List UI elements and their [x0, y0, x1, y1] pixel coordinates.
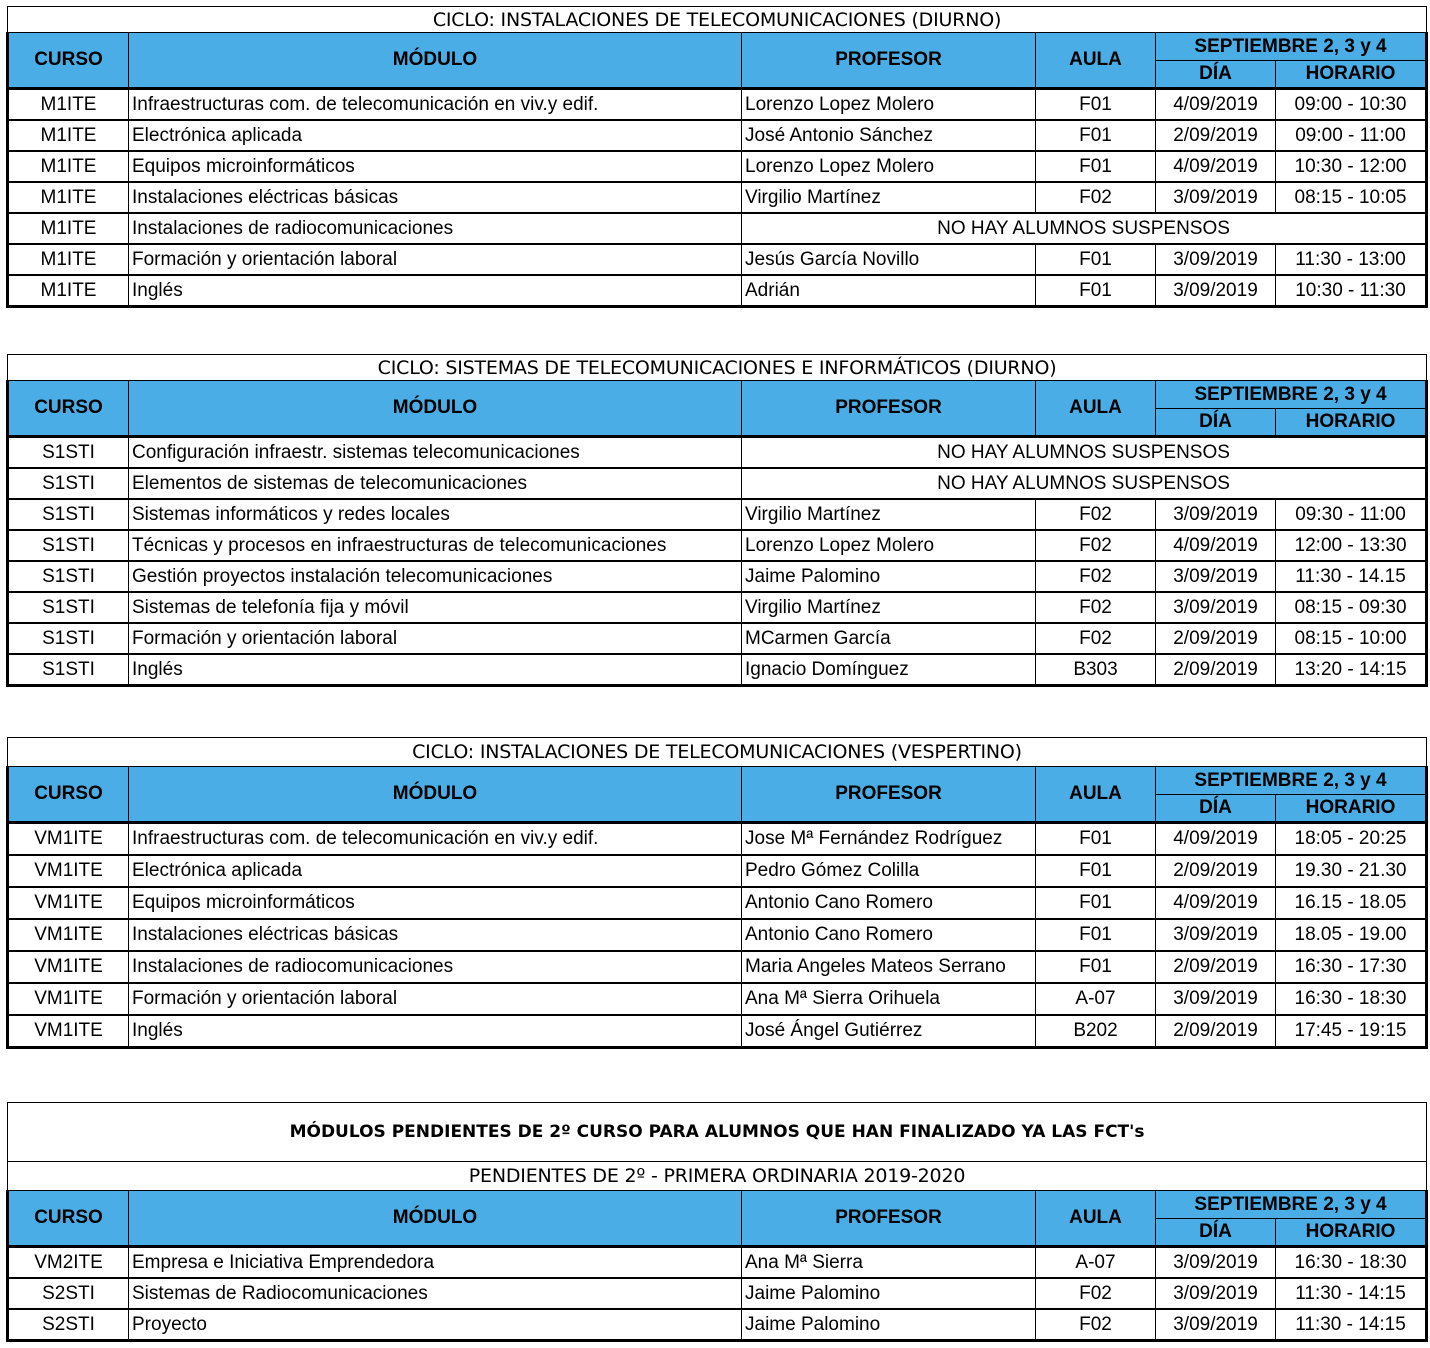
cell-dia: 4/09/2019 [1156, 823, 1276, 856]
cell-modulo: Electrónica aplicada [129, 120, 742, 151]
cell-profesor: Adrián [742, 275, 1036, 307]
cell-horario: 16.15 - 18.05 [1276, 887, 1427, 919]
cell-profesor: Ana Mª Sierra [742, 1247, 1036, 1279]
header-modulo: MÓDULO [129, 1191, 742, 1247]
header-aula: AULA [1036, 33, 1156, 89]
header-curso: CURSO [8, 767, 129, 823]
table-row [8, 244, 1427, 275]
cell-profesor: Lorenzo Lopez Molero [742, 89, 1036, 121]
cell-aula: F01 [1036, 919, 1156, 951]
header-modulo: MÓDULO [129, 381, 742, 437]
header-horario: HORARIO [1276, 409, 1427, 437]
cell-curso: M1ITE [8, 213, 129, 244]
cell-dia: 2/09/2019 [1156, 623, 1276, 654]
cell-profesor: José Antonio Sánchez [742, 120, 1036, 151]
cell-dia: 2/09/2019 [1156, 1015, 1276, 1048]
cell-aula: F01 [1036, 887, 1156, 919]
header-aula: AULA [1036, 1191, 1156, 1247]
cell-aula: F01 [1036, 951, 1156, 983]
cell-horario: 08:15 - 10:00 [1276, 623, 1427, 654]
cell-modulo: Inglés [129, 654, 742, 686]
cell-modulo: Formación y orientación laboral [129, 244, 742, 275]
table-row [8, 561, 1427, 592]
cell-curso: S2STI [8, 1309, 129, 1341]
cell-modulo: Elementos de sistemas de telecomunicaciones [129, 468, 742, 499]
table-row [8, 182, 1427, 213]
cell-horario: 11:30 - 14:15 [1276, 1309, 1427, 1341]
section-title: CICLO: INSTALACIONES DE TELECOMUNICACIONES (VESPERTINO) [8, 738, 1427, 767]
cell-modulo: Instalaciones de radiocomunicaciones [129, 951, 742, 983]
cell-curso: VM1ITE [8, 951, 129, 983]
header-horario: HORARIO [1276, 1219, 1427, 1247]
cell-curso: S1STI [8, 654, 129, 686]
cell-profesor: Jaime Palomino [742, 1309, 1036, 1341]
header-profesor: PROFESOR [742, 1191, 1036, 1247]
cell-dia: 2/09/2019 [1156, 654, 1276, 686]
cell-horario: 09:30 - 11:00 [1276, 499, 1427, 530]
cell-curso: M1ITE [8, 275, 129, 307]
header-modulo: MÓDULO [129, 33, 742, 89]
cell-curso: VM1ITE [8, 919, 129, 951]
cell-horario: 11:30 - 14.15 [1276, 561, 1427, 592]
header-group-septiembre: SEPTIEMBRE 2, 3 y 4 [1156, 1191, 1427, 1219]
cell-profesor: MCarmen García [742, 623, 1036, 654]
cell-curso: S1STI [8, 437, 129, 469]
table-row [8, 275, 1427, 307]
cell-aula: F02 [1036, 592, 1156, 623]
table-row [8, 823, 1427, 856]
cell-aula: F01 [1036, 120, 1156, 151]
cell-dia: 3/09/2019 [1156, 182, 1276, 213]
cell-curso: S1STI [8, 561, 129, 592]
cell-aula: F02 [1036, 1278, 1156, 1309]
cell-profesor: Jaime Palomino [742, 561, 1036, 592]
cell-curso: VM1ITE [8, 855, 129, 887]
header-profesor: PROFESOR [742, 381, 1036, 437]
header-dia: DÍA [1156, 1219, 1276, 1247]
cell-dia: 3/09/2019 [1156, 1247, 1276, 1279]
cell-modulo: Gestión proyectos instalación telecomunicaciones [129, 561, 742, 592]
cell-horario: 10:30 - 11:30 [1276, 275, 1427, 307]
cell-curso: S1STI [8, 530, 129, 561]
cell-curso: M1ITE [8, 120, 129, 151]
cell-modulo: Sistemas informáticos y redes locales [129, 499, 742, 530]
header-aula: AULA [1036, 767, 1156, 823]
schedule-table [6, 1102, 1428, 1342]
header-group-septiembre: SEPTIEMBRE 2, 3 y 4 [1156, 381, 1427, 409]
cell-modulo: Empresa e Iniciativa Emprendedora [129, 1247, 742, 1279]
table-row [8, 468, 1427, 499]
cell-modulo: Formación y orientación laboral [129, 623, 742, 654]
cell-horario: 13:20 - 14:15 [1276, 654, 1427, 686]
table-row [8, 983, 1427, 1015]
table-row [8, 151, 1427, 182]
cell-horario: 16:30 - 17:30 [1276, 951, 1427, 983]
header-profesor: PROFESOR [742, 767, 1036, 823]
table-row [8, 592, 1427, 623]
table-row [8, 120, 1427, 151]
cell-modulo: Infraestructuras com. de telecomunicación en viv.y edif. [129, 823, 742, 856]
cell-aula: F01 [1036, 275, 1156, 307]
cell-aula: F01 [1036, 151, 1156, 182]
cell-curso: VM2ITE [8, 1247, 129, 1279]
cell-note: NO HAY ALUMNOS SUSPENSOS [742, 468, 1427, 499]
cell-dia: 3/09/2019 [1156, 983, 1276, 1015]
cell-profesor: Antonio Cano Romero [742, 887, 1036, 919]
cell-aula: F01 [1036, 855, 1156, 887]
cell-curso: M1ITE [8, 244, 129, 275]
header-group-septiembre: SEPTIEMBRE 2, 3 y 4 [1156, 33, 1427, 61]
cell-profesor: Pedro Gómez Colilla [742, 855, 1036, 887]
table-row [8, 623, 1427, 654]
cell-modulo: Inglés [129, 275, 742, 307]
cell-profesor: Lorenzo Lopez Molero [742, 151, 1036, 182]
cell-curso: M1ITE [8, 182, 129, 213]
section-4 [6, 1102, 1425, 1342]
cell-note: NO HAY ALUMNOS SUSPENSOS [742, 213, 1427, 244]
cell-horario: 12:00 - 13:30 [1276, 530, 1427, 561]
cell-dia: 4/09/2019 [1156, 151, 1276, 182]
cell-horario: 08:15 - 09:30 [1276, 592, 1427, 623]
cell-aula: F02 [1036, 623, 1156, 654]
cell-curso: VM1ITE [8, 887, 129, 919]
cell-aula: A-07 [1036, 983, 1156, 1015]
cell-aula: F02 [1036, 1309, 1156, 1341]
table-row [8, 919, 1427, 951]
table-row [8, 1278, 1427, 1309]
cell-horario: 10:30 - 12:00 [1276, 151, 1427, 182]
schedule-table [6, 737, 1428, 1049]
table-row [8, 1247, 1427, 1279]
cell-profesor: Jesús García Novillo [742, 244, 1036, 275]
cell-modulo: Formación y orientación laboral [129, 983, 742, 1015]
cell-aula: F02 [1036, 499, 1156, 530]
cell-dia: 4/09/2019 [1156, 887, 1276, 919]
cell-curso: M1ITE [8, 89, 129, 121]
cell-aula: F02 [1036, 530, 1156, 561]
table-row [8, 530, 1427, 561]
cell-aula: F02 [1036, 561, 1156, 592]
cell-modulo: Configuración infraestr. sistemas telecomunicaciones [129, 437, 742, 469]
section-title: PENDIENTES DE 2º - PRIMERA ORDINARIA 2019-2020 [8, 1162, 1427, 1191]
cell-modulo: Inglés [129, 1015, 742, 1048]
cell-dia: 3/09/2019 [1156, 592, 1276, 623]
table-row [8, 951, 1427, 983]
cell-profesor: Virgilio Martínez [742, 182, 1036, 213]
cell-profesor: Ignacio Domínguez [742, 654, 1036, 686]
cell-dia: 4/09/2019 [1156, 89, 1276, 121]
cell-dia: 3/09/2019 [1156, 1278, 1276, 1309]
table-row [8, 855, 1427, 887]
section-title: CICLO: SISTEMAS DE TELECOMUNICACIONES E INFORMÁTICOS (DIURNO) [8, 355, 1427, 381]
cell-profesor: Virgilio Martínez [742, 499, 1036, 530]
header-dia: DÍA [1156, 61, 1276, 89]
cell-aula: B303 [1036, 654, 1156, 686]
cell-modulo: Equipos microinformáticos [129, 151, 742, 182]
header-profesor: PROFESOR [742, 33, 1036, 89]
cell-aula: F02 [1036, 182, 1156, 213]
cell-dia: 4/09/2019 [1156, 530, 1276, 561]
cell-horario: 18.05 - 19.00 [1276, 919, 1427, 951]
cell-profesor: Lorenzo Lopez Molero [742, 530, 1036, 561]
section-heading: MÓDULOS PENDIENTES DE 2º CURSO PARA ALUMNOS QUE HAN FINALIZADO YA LAS FCT's [8, 1103, 1427, 1162]
cell-profesor: Maria Angeles Mateos Serrano [742, 951, 1036, 983]
section-title: CICLO: INSTALACIONES DE TELECOMUNICACIONES (DIURNO) [8, 7, 1427, 33]
cell-dia: 3/09/2019 [1156, 919, 1276, 951]
table-row [8, 89, 1427, 121]
table-row [8, 887, 1427, 919]
header-curso: CURSO [8, 33, 129, 89]
cell-aula: B202 [1036, 1015, 1156, 1048]
cell-modulo: Electrónica aplicada [129, 855, 742, 887]
table-row [8, 499, 1427, 530]
cell-horario: 16:30 - 18:30 [1276, 983, 1427, 1015]
header-horario: HORARIO [1276, 795, 1427, 823]
header-curso: CURSO [8, 1191, 129, 1247]
cell-curso: VM1ITE [8, 823, 129, 856]
cell-curso: S2STI [8, 1278, 129, 1309]
cell-dia: 3/09/2019 [1156, 244, 1276, 275]
cell-profesor: Jaime Palomino [742, 1278, 1036, 1309]
cell-profesor: Ana Mª Sierra Orihuela [742, 983, 1036, 1015]
cell-modulo: Instalaciones eléctricas básicas [129, 919, 742, 951]
cell-note: NO HAY ALUMNOS SUSPENSOS [742, 437, 1427, 469]
header-dia: DÍA [1156, 409, 1276, 437]
cell-curso: S1STI [8, 592, 129, 623]
cell-horario: 16:30 - 18:30 [1276, 1247, 1427, 1279]
cell-dia: 3/09/2019 [1156, 499, 1276, 530]
cell-profesor: Jose Mª Fernández Rodríguez [742, 823, 1036, 856]
cell-modulo: Sistemas de Radiocomunicaciones [129, 1278, 742, 1309]
cell-profesor: Antonio Cano Romero [742, 919, 1036, 951]
cell-horario: 17:45 - 19:15 [1276, 1015, 1427, 1048]
header-group-septiembre: SEPTIEMBRE 2, 3 y 4 [1156, 767, 1427, 795]
cell-modulo: Instalaciones eléctricas básicas [129, 182, 742, 213]
cell-profesor: José Ángel Gutiérrez [742, 1015, 1036, 1048]
table-row [8, 654, 1427, 686]
schedule-table [6, 354, 1428, 687]
header-modulo: MÓDULO [129, 767, 742, 823]
header-aula: AULA [1036, 381, 1156, 437]
schedule-table [6, 6, 1428, 308]
cell-dia: 2/09/2019 [1156, 120, 1276, 151]
header-dia: DÍA [1156, 795, 1276, 823]
table-row [8, 213, 1427, 244]
cell-horario: 09:00 - 10:30 [1276, 89, 1427, 121]
cell-horario: 11:30 - 14:15 [1276, 1278, 1427, 1309]
cell-modulo: Instalaciones de radiocomunicaciones [129, 213, 742, 244]
cell-dia: 2/09/2019 [1156, 855, 1276, 887]
cell-curso: VM1ITE [8, 1015, 129, 1048]
table-row [8, 437, 1427, 469]
cell-dia: 3/09/2019 [1156, 561, 1276, 592]
cell-modulo: Equipos microinformáticos [129, 887, 742, 919]
cell-aula: F01 [1036, 244, 1156, 275]
cell-aula: F01 [1036, 89, 1156, 121]
cell-horario: 18:05 - 20:25 [1276, 823, 1427, 856]
cell-horario: 11:30 - 13:00 [1276, 244, 1427, 275]
cell-profesor: Virgilio Martínez [742, 592, 1036, 623]
cell-aula: A-07 [1036, 1247, 1156, 1279]
cell-curso: S1STI [8, 499, 129, 530]
header-curso: CURSO [8, 381, 129, 437]
cell-curso: S1STI [8, 623, 129, 654]
section-1 [6, 6, 1425, 308]
cell-dia: 3/09/2019 [1156, 1309, 1276, 1341]
table-row [8, 1015, 1427, 1048]
cell-curso: S1STI [8, 468, 129, 499]
cell-modulo: Proyecto [129, 1309, 742, 1341]
cell-horario: 09:00 - 11:00 [1276, 120, 1427, 151]
cell-horario: 08:15 - 10:05 [1276, 182, 1427, 213]
cell-modulo: Infraestructuras com. de telecomunicación en viv.y edif. [129, 89, 742, 121]
header-horario: HORARIO [1276, 61, 1427, 89]
cell-modulo: Técnicas y procesos en infraestructuras de telecomunicaciones [129, 530, 742, 561]
cell-dia: 3/09/2019 [1156, 275, 1276, 307]
table-row [8, 1309, 1427, 1341]
cell-dia: 2/09/2019 [1156, 951, 1276, 983]
cell-horario: 19.30 - 21.30 [1276, 855, 1427, 887]
cell-curso: VM1ITE [8, 983, 129, 1015]
section-3 [6, 737, 1425, 1049]
cell-curso: M1ITE [8, 151, 129, 182]
cell-aula: F01 [1036, 823, 1156, 856]
section-2 [6, 354, 1425, 687]
cell-modulo: Sistemas de telefonía fija y móvil [129, 592, 742, 623]
